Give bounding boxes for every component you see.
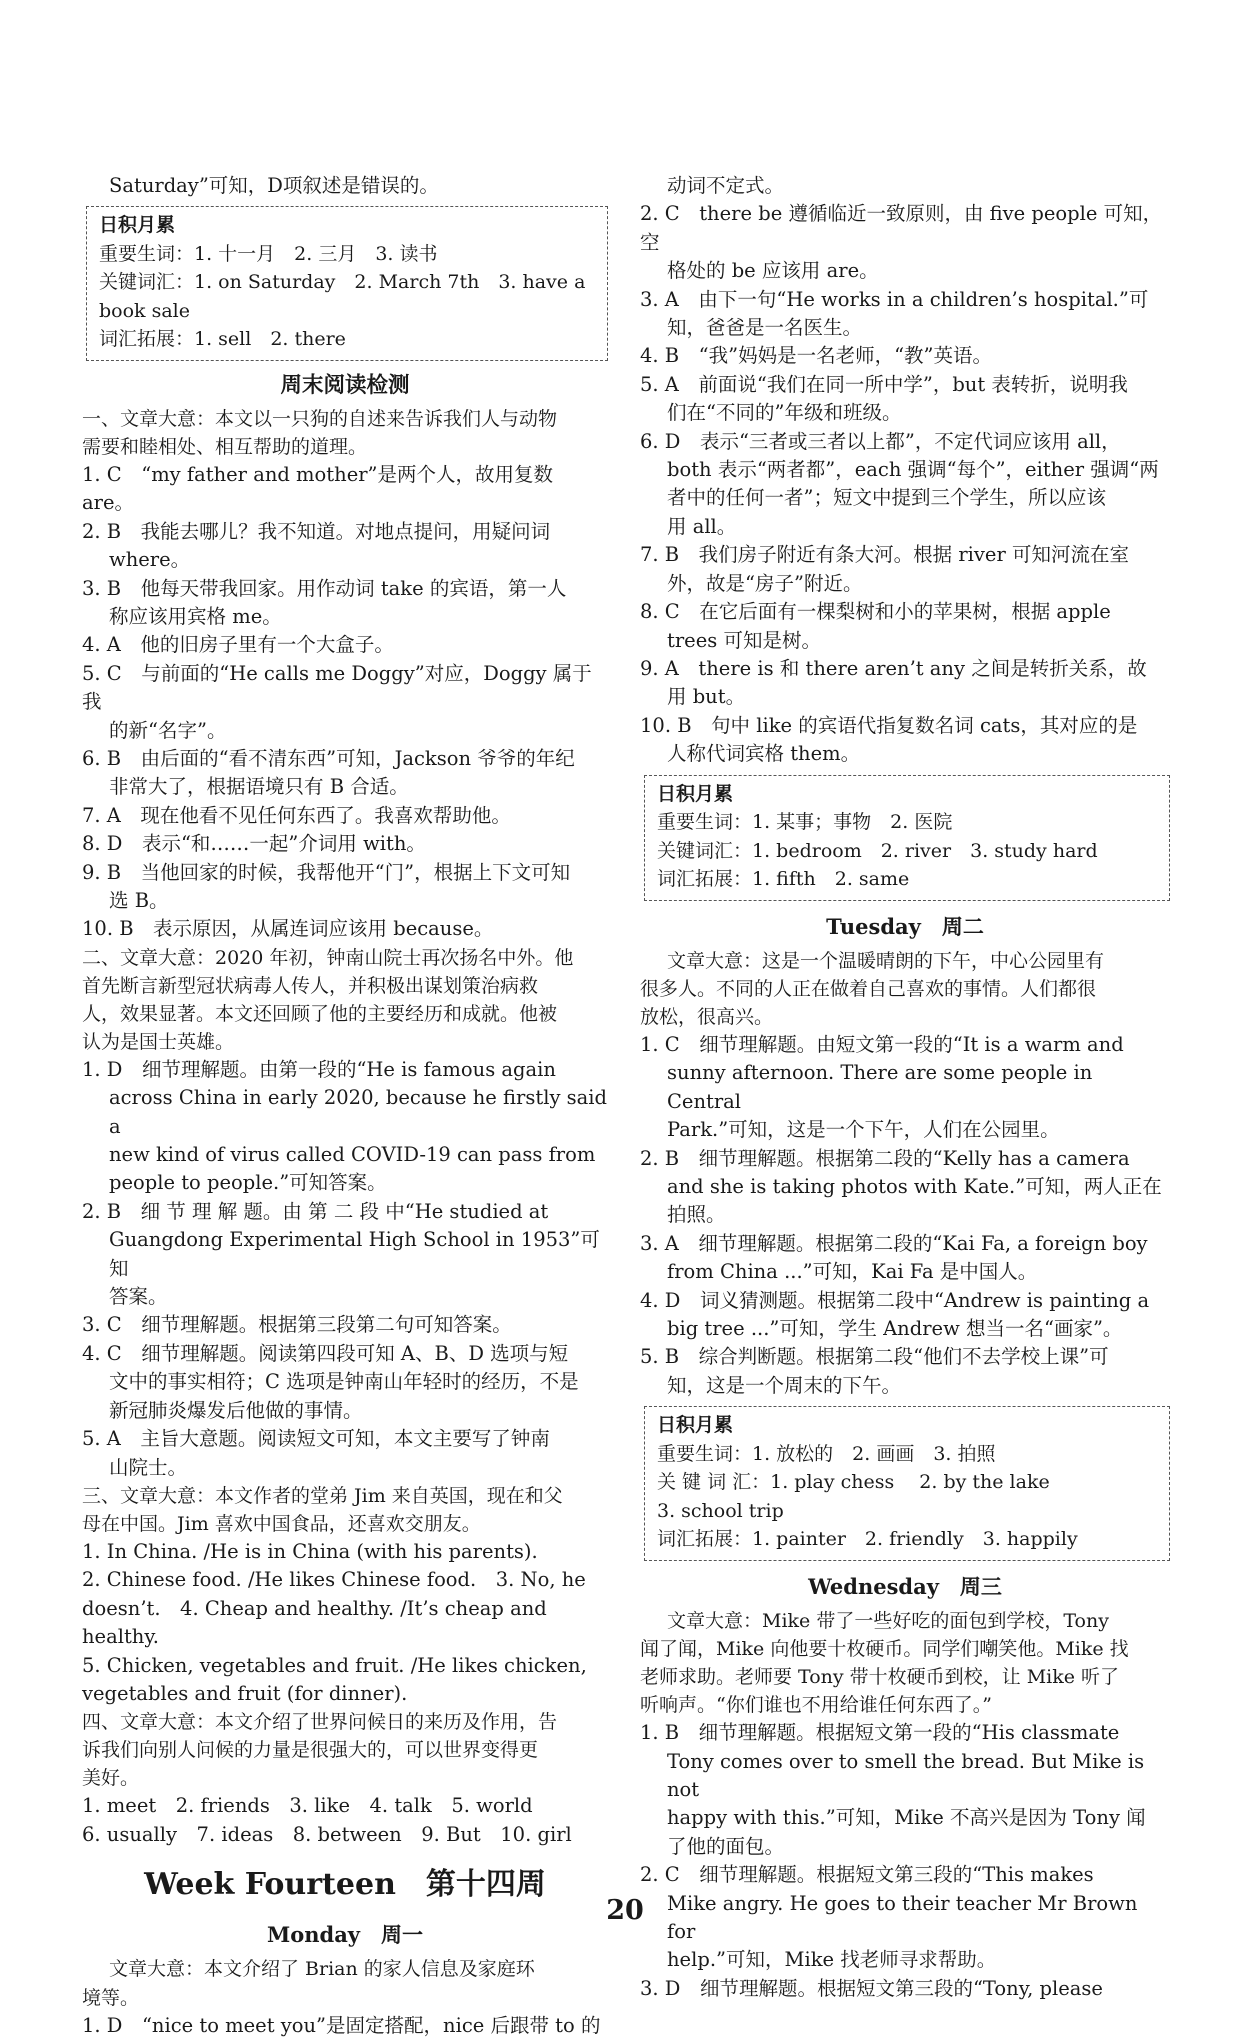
box-line: 关键词汇：1. bedroom 2. river 3. study hard bbox=[657, 839, 1098, 862]
answer-line: 用 all。 bbox=[667, 514, 737, 538]
day-title: Monday 周一 bbox=[266, 1922, 423, 1948]
passage-summary: 闻了闻，Mike 向他要十枚硬币。同学们嘲笑他。Mike 找 bbox=[640, 1638, 1129, 1661]
answer-line: 知，爸爸是一名医生。 bbox=[667, 316, 863, 340]
box-line: 3. school trip bbox=[657, 1499, 784, 1522]
vocab-box-2 bbox=[644, 775, 1170, 901]
answer-line: 3. C 细节理解题。根据第三段第二句可知答案。 bbox=[82, 1313, 512, 1337]
answer-line: both 表示“两者都”，each 强调“每个”，either 强调“两 bbox=[667, 458, 1159, 482]
answer-line: 2. C 细节理解题。根据短文第三段的“This makes bbox=[640, 1863, 1094, 1887]
box-heading: 日积月累 bbox=[657, 782, 734, 805]
answer-line: 格处的 be 应该用 are。 bbox=[667, 259, 879, 283]
answer-line: 4. D 词义猜测题。根据第二段中“Andrew is painting a bbox=[640, 1288, 1150, 1312]
section-title: 周末阅读检测 bbox=[280, 372, 410, 398]
box-line: 词汇拓展：1. painter 2. friendly 3. happily bbox=[657, 1528, 1078, 1551]
answer-line: 2. C there be 遵循临近一致原则，由 five people 可知，空 bbox=[640, 202, 1163, 254]
answer-line: people to people.”可知答案。 bbox=[109, 1171, 387, 1195]
vocab-box-3 bbox=[644, 1406, 1170, 1561]
answer-line: 1. D “nice to meet you”是固定搭配，nice 后跟带 to 的 bbox=[82, 2013, 601, 2037]
answer-line: 3. A 由下一句“He works in a children’s hospital.”可 bbox=[640, 287, 1149, 311]
passage-summary: 放松，很高兴。 bbox=[640, 1005, 774, 1028]
day-title: Wednesday 周三 bbox=[808, 1573, 1002, 1599]
answer-line: 1. C “my father and mother”是两个人，故用复数 are。 bbox=[82, 462, 554, 515]
answer-line: 4. A 他的旧房子里有一个大盒子。 bbox=[82, 633, 394, 657]
answer-line: sunny afternoon. There are some people in Central bbox=[667, 1061, 1093, 1113]
box-line: 重要生词：1. 十一月 2. 三月 3. 读书 bbox=[99, 242, 438, 265]
passage-summary: 一、文章大意：本文以一只狗的自述来告诉我们人与动物 bbox=[82, 407, 558, 430]
answer-line: doesn’t. 4. Cheap and healthy. /It’s cheap and healthy. bbox=[82, 1596, 547, 1649]
answer-line: 6. B 由后面的“看不清东西”可知，Jackson 爷爷的年纪 bbox=[82, 746, 575, 770]
box-line: 重要生词：1. 某事；事物 2. 医院 bbox=[657, 811, 953, 834]
answer-line: 答案。 bbox=[109, 1285, 168, 1309]
box-line: 关键词汇：1. on Saturday 2. March 7th 3. have a bbox=[99, 271, 586, 294]
answer-line: 1. D 细节理解题。由第一段的“He is famous again bbox=[82, 1057, 556, 1081]
box-line: 重要生词：1. 放松的 2. 画画 3. 拍照 bbox=[657, 1442, 996, 1465]
answer-line: 7. B 我们房子附近有条大河。根据 river 可知河流在室 bbox=[640, 543, 1129, 567]
left-column bbox=[82, 172, 608, 2040]
passage-summary: 老师求助。老师要 Tony 带十枚硬币到校，让 Mike 听了 bbox=[640, 1666, 1120, 1689]
answer-line: 新冠肺炎爆发后他做的事情。 bbox=[109, 1398, 363, 1422]
answer-line: 的新“名字”。 bbox=[109, 718, 227, 742]
answer-line: 知，这是一个周末的下午。 bbox=[667, 1373, 902, 1397]
passage-summary: 母在中国。Jim 喜欢中国食品，还喜欢交朋友。 bbox=[82, 1512, 481, 1535]
passage-summary: 三、文章大意：本文作者的堂弟 Jim 来自英国，现在和父 bbox=[82, 1484, 563, 1507]
answer-line: 2. Chinese food. /He likes Chinese food. 3. No, he bbox=[82, 1568, 586, 1592]
answer-line: 4. C 细节理解题。阅读第四段可知 A、B、D 选项与短 bbox=[82, 1341, 569, 1365]
answer-line: 9. B 当他回家的时候，我帮他开“门”，根据上下文可知 bbox=[82, 860, 571, 884]
answer-line: new kind of virus called COVID-19 can pass from bbox=[109, 1143, 596, 1167]
answer-line: 称应该用宾格 me。 bbox=[109, 604, 282, 628]
box-heading: 日积月累 bbox=[99, 214, 176, 237]
answer-line: 5. C 与前面的“He calls me Doggy”对应，Doggy 属于我 bbox=[82, 661, 592, 714]
answer-line: 3. A 细节理解题。根据第二段的“Kai Fa, a foreign boy bbox=[640, 1231, 1148, 1255]
answer-line: Tony comes over to smell the bread. But Mike is not bbox=[667, 1749, 1145, 1801]
continued-text: 动词不定式。 bbox=[667, 174, 785, 197]
answer-line: 山院士。 bbox=[109, 1455, 188, 1479]
answer-line: 2. B 细节理解题。根据第二段的“Kelly has a camera bbox=[640, 1146, 1130, 1170]
answer-line: 8. D 表示“和……一起”介词用 with。 bbox=[82, 832, 426, 856]
answer-line: vegetables and fruit (for dinner). bbox=[82, 1681, 408, 1705]
passage-summary: 需要和睦相处、相互帮助的道理。 bbox=[82, 435, 368, 458]
answer-line: 外，故是“房子”附近。 bbox=[667, 571, 863, 595]
box-line: 关 键 词 汇：1. play chess 2. by the lake bbox=[657, 1471, 1050, 1494]
answer-line: Park.”可知，这是一个下午，人们在公园里。 bbox=[667, 1118, 1060, 1142]
answer-line: across China in early 2020, because he firstly said a bbox=[109, 1086, 608, 1138]
answer-line: 1. meet 2. friends 3. like 4. talk 5. world bbox=[82, 1794, 533, 1818]
answer-line: 5. A 主旨大意题。阅读短文可知，本文主要写了钟南 bbox=[82, 1427, 550, 1451]
passage-summary: 首先断言新型冠状病毒人传人，并积极出谋划策治病救 bbox=[82, 974, 539, 997]
answer-line: big tree ...”可知，学生 Andrew 想当一名“画家”。 bbox=[667, 1317, 1123, 1340]
answer-line: 3. B 他每天带我回家。用作动词 take 的宾语，第一人 bbox=[82, 576, 567, 600]
answer-line: 7. A 现在他看不见任何东西了。我喜欢帮助他。 bbox=[82, 803, 511, 827]
answer-line: from China ...”可知，Kai Fa 是中国人。 bbox=[667, 1260, 1038, 1284]
answer-line: 5. Chicken, vegetables and fruit. /He likes chicken, bbox=[82, 1653, 587, 1677]
passage-summary: 四、文章大意：本文介绍了世界问候日的来历及作用，告 bbox=[82, 1711, 558, 1734]
answer-line: 者中的任何一者”；短文中提到三个学生，所以应该 bbox=[667, 486, 1106, 510]
right-column bbox=[640, 172, 1170, 2003]
passage-summary: 人，效果显著。本文还回顾了他的主要经历和成就。他被 bbox=[82, 1002, 558, 1025]
answer-line: 了他的面包。 bbox=[667, 1834, 785, 1858]
answer-line: happy with this.”可知，Mike 不高兴是因为 Tony 闻 bbox=[667, 1806, 1146, 1830]
passage-summary: 听响声。“你们谁也不用给谁任何东西了。” bbox=[640, 1694, 992, 1717]
answer-line: 拍照。 bbox=[667, 1203, 726, 1227]
answer-line: 2. B 细 节 理 解 题。由 第 二 段 中“He studied at bbox=[82, 1199, 549, 1223]
answer-line: 9. A there is 和 there aren’t any 之间是转折关系，故 bbox=[640, 656, 1147, 680]
box-line: book sale bbox=[99, 299, 190, 322]
answer-line: 3. D 细节理解题。根据短文第三段的“Tony, please bbox=[640, 1976, 1103, 2000]
answer-line: 选 B。 bbox=[109, 889, 169, 912]
answer-line: and she is taking photos with Kate.”可知，两人正在 bbox=[667, 1174, 1162, 1198]
box-heading: 日积月累 bbox=[657, 1414, 734, 1437]
answer-line: where。 bbox=[109, 548, 191, 572]
continued-text: Saturday”可知，D项叙述是错误的。 bbox=[109, 174, 439, 197]
passage-summary: 文章大意：本文介绍了 Brian 的家人信息及家庭环 bbox=[109, 1958, 535, 1981]
answer-line: 8. C 在它后面有一棵梨树和小的苹果树，根据 apple bbox=[640, 600, 1111, 624]
answer-line: 文中的事实相符；C 选项是钟南山年轻时的经历，不是 bbox=[109, 1370, 579, 1394]
answer-line: 6. D 表示“三者或三者以上都”，不定代词应该用 all， bbox=[640, 429, 1121, 453]
passage-summary: 二、文章大意：2020 年初，钟南山院士再次扬名中外。他 bbox=[82, 946, 574, 969]
answer-line: 非常大了，根据语境只有 B 合适。 bbox=[109, 775, 409, 799]
answer-line: trees 可知是树。 bbox=[667, 628, 821, 652]
answer-line: 10. B 句中 like 的宾语代指复数名词 cats，其对应的是 bbox=[640, 713, 1138, 737]
answer-line: 6. usually 7. ideas 8. between 9. But 10. girl bbox=[82, 1822, 572, 1846]
passage-summary: 文章大意：这是一个温暖晴朗的下午，中心公园里有 bbox=[667, 949, 1105, 972]
passage-summary: 文章大意：Mike 带了一些好吃的面包到学校，Tony bbox=[667, 1609, 1109, 1632]
answer-line: 1. C 细节理解题。由短文第一段的“It is a warm and bbox=[640, 1032, 1124, 1056]
box-line: 词汇拓展：1. fifth 2. same bbox=[657, 868, 910, 891]
answer-line: 5. A 前面说“我们在同一所中学”，but 表转折，说明我 bbox=[640, 372, 1128, 396]
answer-line: 1. In China. /He is in China (with his parents). bbox=[82, 1539, 538, 1563]
answer-line: 1. B 细节理解题。根据短文第一段的“His classmate bbox=[640, 1721, 1120, 1745]
answer-line: 5. B 综合判断题。根据第二段“他们不去学校上课”可 bbox=[640, 1345, 1109, 1369]
day-title: Tuesday 周二 bbox=[826, 913, 984, 939]
answer-line: 人称代词宾格 them。 bbox=[667, 742, 861, 766]
answer-line: 们在“不同的”年级和班级。 bbox=[667, 401, 902, 425]
page-number: 20 bbox=[606, 1895, 644, 1926]
passage-summary: 认为是国士英雄。 bbox=[82, 1030, 235, 1053]
box-line: 词汇拓展：1. sell 2. there bbox=[99, 328, 346, 351]
passage-summary: 很多人。不同的人正在做着自己喜欢的事情。人们都很 bbox=[640, 977, 1097, 1000]
answer-line: Guangdong Experimental High School in 1953”可知 bbox=[109, 1228, 600, 1280]
answer-line: 2. B 我能去哪儿？我不知道。对地点提问，用疑问词 bbox=[82, 519, 551, 543]
passage-summary: 诉我们向别人问候的力量是很强大的，可以世界变得更 bbox=[82, 1739, 539, 1762]
passage-summary: 境等。 bbox=[82, 1986, 140, 2009]
answer-line: 用 but。 bbox=[667, 685, 746, 709]
answer-line: help.”可知，Mike 找老师寻求帮助。 bbox=[667, 1948, 997, 1972]
answer-line: 4. B “我”妈妈是一名老师，“教”英语。 bbox=[640, 344, 993, 368]
passage-summary: 美好。 bbox=[82, 1767, 140, 1790]
answer-line: 10. B 表示原因，从属连词应该用 because。 bbox=[82, 917, 494, 941]
vocab-box-1 bbox=[86, 206, 608, 361]
week-title: Week Fourteen 第十四周 bbox=[144, 1867, 546, 1903]
answer-line: Mike angry. He goes to their teacher Mr Brown for bbox=[667, 1891, 1138, 1943]
